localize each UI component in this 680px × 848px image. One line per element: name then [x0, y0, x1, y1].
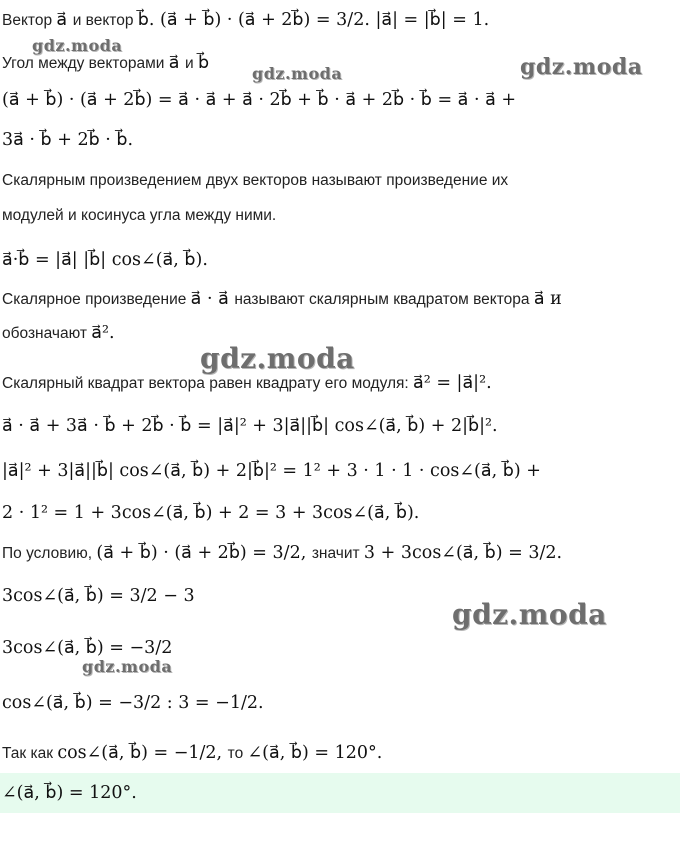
- line-1-math2: b⃗. (a⃗ + b⃗) · (a⃗ + 2b⃗) = 3/2. |a⃗| = |b⃗| = 1.: [137, 10, 490, 30]
- line-14-math: (a⃗ + b⃗) · (a⃗ + 2b⃗) = 3/2,: [96, 543, 312, 563]
- watermark: gdz.moda: [252, 64, 343, 83]
- watermark: gdz.moda: [520, 54, 643, 80]
- line-12-math: |a⃗|² + 3|a⃗||b⃗| cos∠(a⃗, b⃗) + 2|b⃗|² = 1² + 3 · 1 · 1 · cos∠(a⃗, b⃗) +: [2, 461, 541, 481]
- line-3: [2, 92, 676, 110]
- line-1: [2, 12, 676, 30]
- line-11: [2, 418, 676, 436]
- line-4-math: 3a⃗ · b⃗ + 2b⃗ · b⃗.: [2, 130, 134, 150]
- line-14-math2: 3 + 3cos∠(a⃗, b⃗) = 3/2.: [363, 543, 563, 563]
- line-16-math: 3cos∠(a⃗, b⃗) = −3/2: [2, 638, 173, 658]
- line-1-text2: и вектор: [72, 12, 138, 29]
- line-5-text: Скалярным произведением двух векторов называют произведение их: [2, 172, 509, 189]
- line-18-math: cos∠(a⃗, b⃗) = −1/2,: [57, 743, 228, 763]
- line-18: [2, 745, 676, 763]
- line-4: [2, 132, 676, 150]
- watermark: gdz.moda: [452, 598, 607, 631]
- line-15-math: 3cos∠(a⃗, b⃗) = 3/2 − 3: [2, 586, 195, 606]
- line-10-math: a⃗² = |a⃗|².: [413, 373, 492, 393]
- answer-math: ∠(a⃗, b⃗) = 120°.: [2, 783, 137, 803]
- line-2-text: Угол между векторами: [2, 55, 169, 72]
- line-8: [2, 291, 676, 309]
- line-17-math: cos∠(a⃗, b⃗) = −3/2 : 3 = −1/2.: [2, 693, 264, 713]
- watermark: gdz.moda: [32, 36, 123, 55]
- line-10-text: Скалярный квадрат вектора равен квадрату его модуля:: [2, 375, 414, 392]
- line-14: [2, 545, 676, 563]
- line-12: [2, 463, 676, 481]
- line-9-text: обозначают: [2, 325, 92, 342]
- line-14-text2: значит: [311, 545, 364, 562]
- line-14-text: По условию,: [2, 545, 97, 562]
- line-1-math: a⃗: [56, 10, 73, 30]
- answer-line: [2, 785, 676, 803]
- line-5: [2, 172, 676, 190]
- line-9-math: a⃗².: [91, 323, 115, 343]
- line-2-text2: и: [185, 55, 198, 72]
- line-16: [2, 640, 676, 658]
- line-11-math: a⃗ · a⃗ + 3a⃗ · b⃗ + 2b⃗ · b⃗ = |a⃗|² + 3|a⃗||b⃗| cos∠(a⃗, b⃗) + 2|b⃗|².: [2, 416, 498, 436]
- line-1-text: Вектор: [2, 12, 57, 29]
- line-8-math2: a⃗ и: [533, 289, 562, 309]
- line-18-text: Так как: [2, 745, 58, 762]
- line-3-math: (a⃗ + b⃗) · (a⃗ + 2b⃗) = a⃗ · a⃗ + a⃗ · 2b⃗ + b⃗ · a⃗ + 2b⃗ · b⃗ = a⃗ · a⃗ +: [2, 90, 517, 110]
- line-8-text: Скалярное произведение: [2, 291, 191, 308]
- line-13: [2, 505, 676, 523]
- line-7: [2, 252, 676, 270]
- line-6-text: модулей и косинуса угла между ними.: [2, 207, 277, 224]
- line-17: [2, 695, 676, 713]
- line-18-text2: то: [227, 745, 248, 762]
- watermark: gdz.moda: [200, 342, 355, 375]
- watermark: gdz.moda: [82, 657, 173, 676]
- line-7-math: a⃗·b⃗ = |a⃗| |b⃗| cos∠(a⃗, b⃗).: [2, 250, 208, 270]
- line-10: [2, 375, 676, 393]
- line-2-math: a⃗: [168, 53, 186, 73]
- line-2-math2: b⃗: [197, 53, 210, 73]
- line-6: [2, 207, 676, 225]
- line-8-text2: называют скалярным квадратом вектора: [234, 291, 534, 308]
- line-13-math: 2 · 1² = 1 + 3cos∠(a⃗, b⃗) + 2 = 3 + 3cos∠(a⃗, b⃗).: [2, 503, 420, 523]
- line-8-math: a⃗ · a⃗: [190, 289, 235, 309]
- line-9: [2, 325, 676, 343]
- line-18-math2: ∠(a⃗, b⃗) = 120°.: [247, 743, 383, 763]
